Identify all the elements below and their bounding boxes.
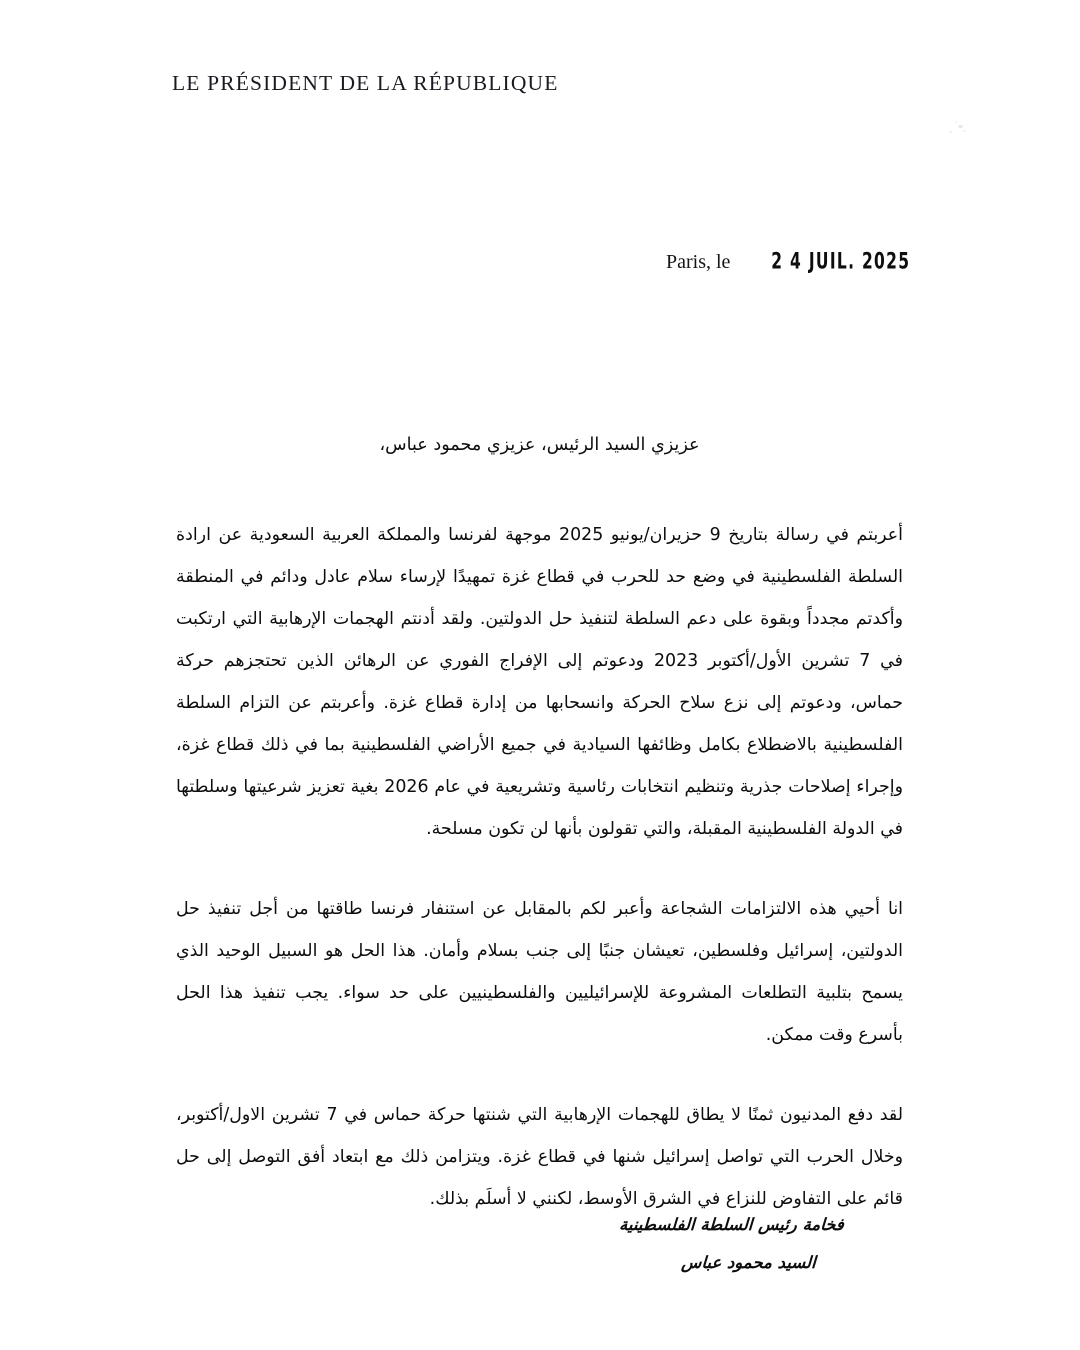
addressee-title: فخامة رئيس السلطة الفلسطينية bbox=[618, 1215, 845, 1234]
scan-artifact-speck bbox=[955, 121, 957, 123]
scan-artifact-speck bbox=[958, 125, 963, 128]
scan-artifact-speck bbox=[963, 130, 966, 132]
letterhead-title: LE PRÉSIDENT DE LA RÉPUBLIQUE bbox=[172, 71, 559, 95]
date-stamp: 2 4 JUIL. 2025 bbox=[771, 248, 911, 274]
dateline-city-label: Paris, le bbox=[666, 251, 731, 273]
addressee-name: السيد محمود عباس bbox=[680, 1253, 817, 1272]
body-paragraph-3: لقد دفع المدنيون ثمنًا لا يطاق للهجمات الإرهابية التي شنتها حركة حماس في 7 تشرين الاول/أكتوبر، وخلال الحرب التي تواصل إسرائيل شنها في قطاع غزة. ويتزامن ذلك مع ابتعاد أفق التوصل إلى حل قائم على التفاوض للنزاع في الشرق الأوسط، لكنني لا أسلَم بذلك. bbox=[176, 1105, 903, 1209]
body-paragraph-1: أعربتم في رسالة بتاريخ 9 حزيران/يونيو 2025 موجهة لفرنسا والمملكة العربية السعودية عن ارادة السلطة الفلسطينية في وضع حد للحرب في قطاع غزة تمهيدًا لإرساء سلام عادل ودائم في المنطقة وأكدتم مجدداً وبقوة على دعم السلطة لتنفيذ حل الدولتين. ولقد أدنتم الهجمات الإرهابية التي ارتكبت في 7 تشرين الأول/أكتوبر 2023 ودعوتم إلى الإفراج الفوري عن الرهائن الذين تحتجزهم حركة حماس، ودعوتم إلى نزع سلاح الحركة وانسحابها من إدارة قطاع غزة. وأعربتم عن التزام السلطة الفلسطينية بالاضطلاع بكامل وظائفها السيادية في جميع الأراضي الفلسطينية بما في ذلك قطاع غزة، وإجراء إصلاحات جذرية وتنظيم انتخابات رئاسية وتشريعية في عام 2026 بغية تعزيز شرعيتها وسلطتها في الدولة الفلسطينية المقبلة، والتي تقولون بأنها لن تكون مسلحة. bbox=[176, 525, 903, 839]
scan-artifact-speck bbox=[949, 131, 952, 133]
body-paragraph-2: انا أحيي هذه الالتزامات الشجاعة وأعبر لكم بالمقابل عن استنفار فرنسا طاقتها من أجل تنفيذ حل الدولتين، إسرائيل وفلسطين، تعيشان جنبًا إلى جنب بسلام وأمان. هذا الحل هو السبيل الوحيد الذي يسمح بتلبية التطلعات المشروعة للإسرائيليين والفلسطينيين على حد سواء. يجب تنفيذ هذا الحل بأسرع وقت ممكن. bbox=[176, 899, 903, 1045]
salutation: عزيزي السيد الرئيس، عزيزي محمود عباس، bbox=[379, 435, 700, 455]
letter-body bbox=[176, 424, 903, 1220]
closing-block bbox=[560, 1212, 903, 1276]
dateline bbox=[666, 249, 926, 274]
